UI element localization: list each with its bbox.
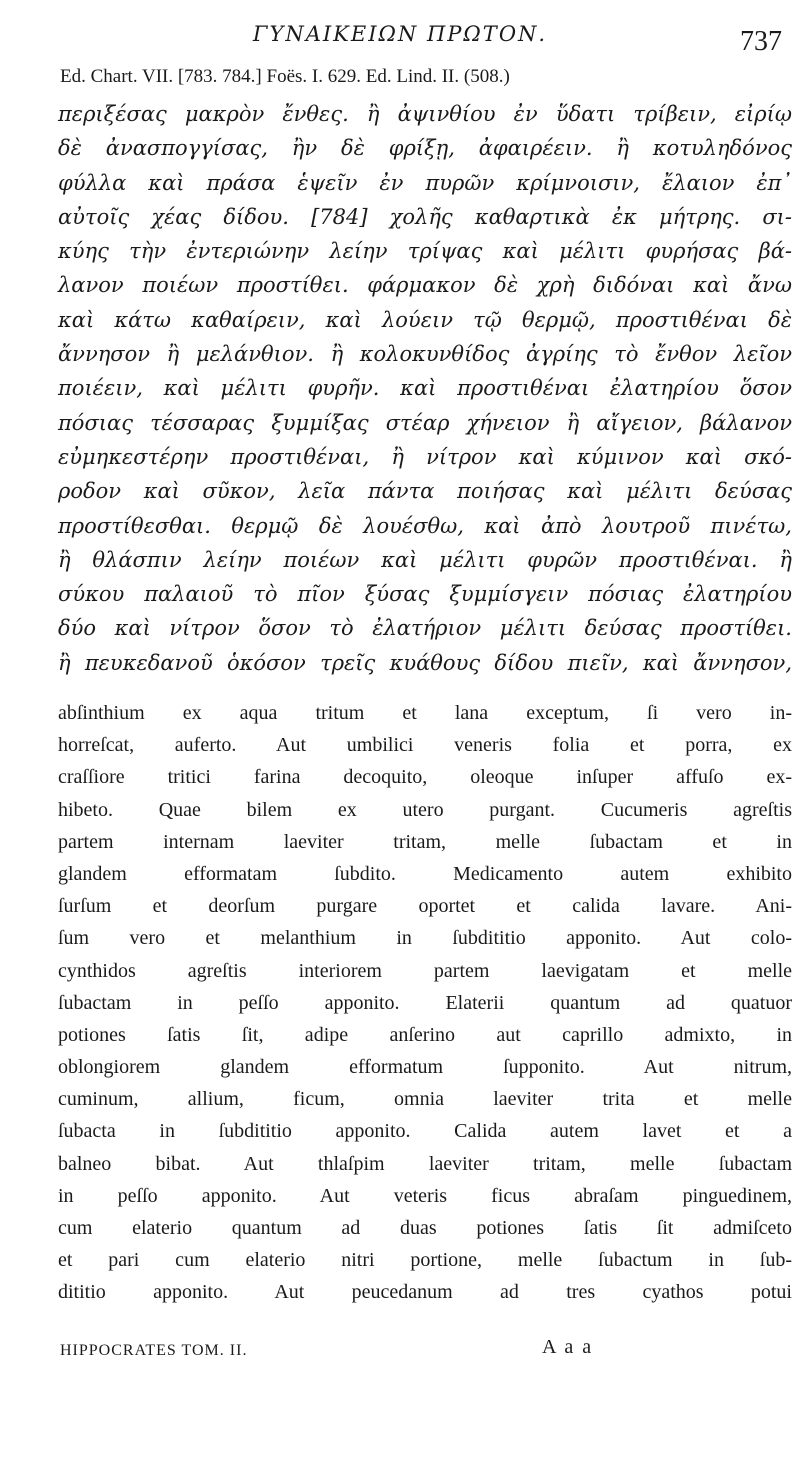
edition-reference-line: Ed. Chart. VII. [783. 784.] Foës. I. 629. Ed. Lind. II. (508.)	[60, 66, 510, 87]
greek-text-line: προστίθεσθαι. θερμῷ δὲ λουέσθω, καὶ ἀπὸ λουτροῦ πινέτω,	[58, 513, 792, 538]
latin-text-line: horreſcat, auferto. Aut umbilici veneris folia et porra, ex	[58, 734, 792, 757]
greek-text-line: πόσιας τέσσαρας ξυμμίξας στέαρ χήνειον ἢ αἴγειον, βάλανον	[58, 410, 792, 435]
latin-text-line: dititio apponito. Aut peucedanum ad tres cyathos potui	[58, 1281, 792, 1304]
latin-text-line: ſurſum et deorſum purgare oportet et calida lavare. Ani-	[58, 895, 792, 918]
latin-text-line: potiones ſatis ſit, adipe anſerino aut caprillo admixto, in	[58, 1023, 792, 1046]
latin-text-line: cuminum, allium, ficum, omnia laeviter trita et melle	[58, 1088, 792, 1111]
running-head: ΓΥΝΑΙΚΕΙΩΝ ΠΡΩΤΟΝ.	[252, 22, 548, 46]
latin-text-line: partem internam laeviter tritam, melle ſubactam et in	[58, 830, 792, 853]
latin-text-block	[58, 697, 792, 1309]
latin-text-line: abſinthium ex aqua tritum et lana exceptum, ſi vero in-	[58, 702, 792, 724]
greek-text-line: ἢ θλάσπιν λείην ποιέων καὶ μέλιτι φυρῶν προστιθέναι. ἢ	[58, 547, 792, 572]
greek-text-line: εὐμηκεστέρην προστιθέναι, ἢ νίτρον καὶ κύμινον καὶ σκό-	[58, 444, 792, 469]
greek-text-line: ποιέειν, καὶ μέλιτι φυρῆν. καὶ προστιθέναι ἐλατηρίου ὅσον	[58, 376, 792, 401]
greek-text-line: κύης τὴν ἐντεριώνην λείην τρίψας καὶ μέλιτι φυρήσας βά-	[58, 239, 792, 264]
greek-text-block	[58, 97, 792, 680]
greek-text-line: καὶ κάτω καθαίρειν, καὶ λούειν τῷ θερμῷ, προστιθέναι δὲ	[58, 307, 792, 332]
latin-text-line: in peſſo apponito. Aut veteris ficus abraſam pinguedinem,	[58, 1184, 792, 1207]
latin-text-line: craſſiore tritici farina decoquito, oleoque inſuper affuſo ex-	[58, 766, 792, 789]
greek-text-line: περιξέσας μακρὸν ἔνθες. ἢ ἀψινθίου ἐν ὕδατι τρίβειν, εἰρίῳ	[58, 102, 792, 126]
latin-text-line: cum elaterio quantum ad duas potiones ſatis ſit admiſceto	[58, 1217, 792, 1239]
latin-text-line: glandem efformatam ſubdito. Medicamento autem exhibito	[58, 862, 792, 885]
greek-text-line: αὐτοῖς χέας δίδου. [784] χολῆς καθαρτικὰ ἐκ μήτρης. σι-	[58, 204, 792, 229]
latin-text-line: ſubactam in peſſo apponito. Elaterii quantum ad quatuor	[58, 991, 792, 1014]
greek-text-line: δύο καὶ νίτρον ὅσον τὸ ἐλατήριον μέλιτι δεύσας προστίθει.	[58, 616, 792, 641]
latin-text-line: et pari cum elaterio nitri portione, melle ſubactum in ſub-	[58, 1249, 792, 1272]
latin-text-line: hibeto. Quae bilem ex utero purgant. Cucumeris agreſtis	[58, 798, 792, 821]
footer-gathering-mark: A a a	[542, 1336, 594, 1358]
latin-text-line: ſubacta in ſubdititio apponito. Calida autem lavet et a	[58, 1120, 792, 1143]
greek-text-line: σύκου παλαιοῦ τὸ πῖον ξύσας ξυμμίσγειν πόσιας ἐλατηρίου	[58, 582, 792, 607]
latin-text-line: cynthidos agreſtis interiorem partem laevigatam et melle	[58, 959, 792, 982]
greek-text-line: ροδον καὶ σῦκον, λεῖα πάντα ποιήσας καὶ μέλιτι δεύσας	[58, 479, 792, 504]
greek-text-line: ἄννησον ἢ μελάνθιον. ἢ κολοκυνθίδος ἀγρίης τὸ ἔνθον λεῖον	[58, 342, 792, 367]
greek-text-line: φύλλα καὶ πράσα ἑψεῖν ἐν πυρῶν κρίμνοισιν, ἔλαιον ἐπ᾽	[58, 170, 792, 195]
greek-text-line: λανον ποιέων προστίθει. φάρμακον δὲ χρὴ διδόναι καὶ ἄνω	[58, 273, 792, 298]
greek-text-line: ἢ πευκεδανοῦ ὁκόσον τρεῖς κυάθους δίδου πιεῖν, καὶ ἄννησον,	[58, 650, 792, 675]
page-number: 737	[740, 26, 782, 57]
latin-text-line: oblongiorem glandem efformatum ſupponito. Aut nitrum,	[58, 1056, 792, 1079]
latin-text-line: ſum vero et melanthium in ſubdititio apponito. Aut colo-	[58, 927, 792, 950]
latin-text-line: balneo bibat. Aut thlaſpim laeviter tritam, melle ſubactam	[58, 1152, 792, 1175]
greek-text-line: δὲ ἀνασπογγίσας, ἢν δὲ φρίξῃ, ἀφαιρέειν. ἢ κοτυληδόνος	[58, 136, 792, 161]
footer-volume-signature: HIPPOCRATES TOM. II.	[60, 1342, 248, 1359]
